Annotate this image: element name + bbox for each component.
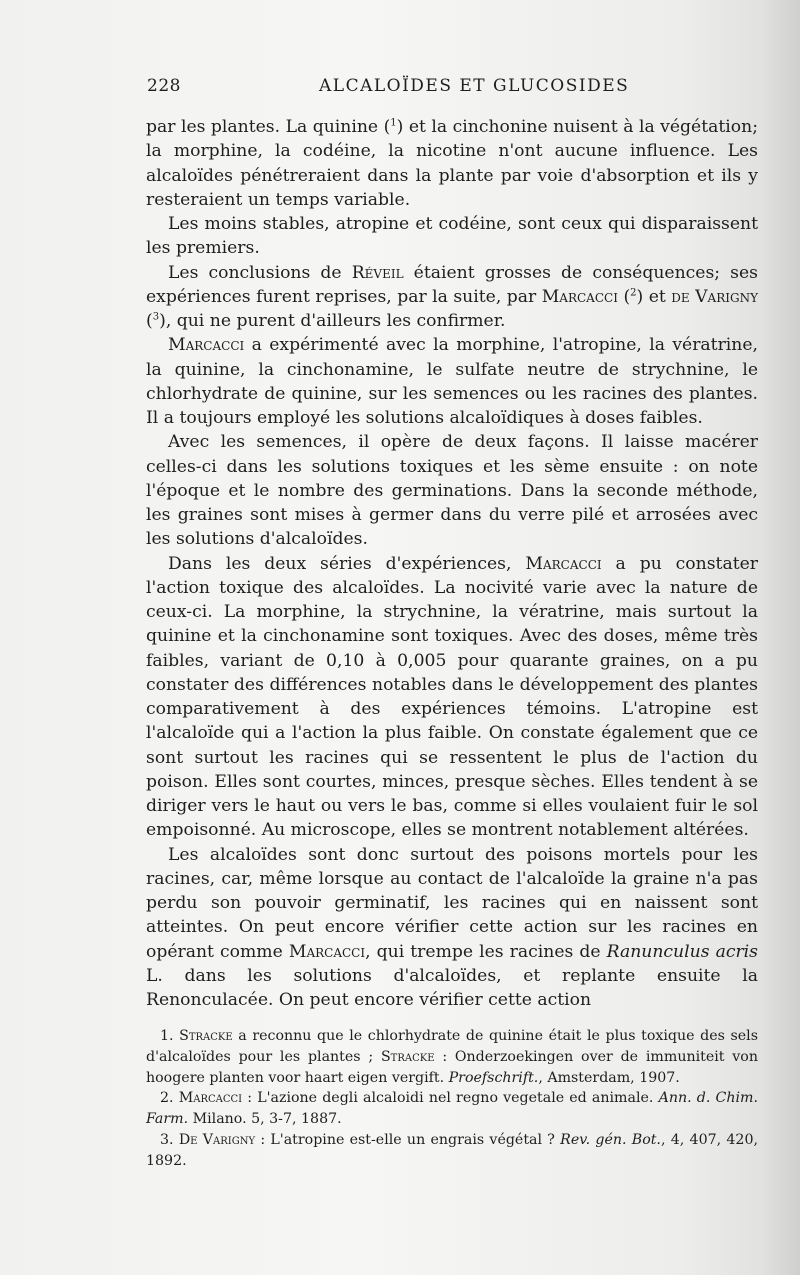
footnote-1-author-2: Stracke	[380, 1048, 435, 1065]
page-number: 228	[147, 76, 181, 96]
footnote-1-text-c: , Amsterdam, 1907.	[538, 1069, 680, 1086]
paragraph-3-text-d: , qui ne purent d'ailleurs les confirmer.	[165, 311, 506, 331]
paragraph-4	[146, 333, 758, 430]
paragraph-7-text-c: L. dans les solutions d'alcaloïdes, et replante ensuite la Renonculacée. On peut encore vérifier cette action	[146, 965, 758, 1010]
footnote-1	[146, 1026, 758, 1088]
footnote-3-number: 3.	[160, 1131, 179, 1148]
page-edge-shadow	[760, 0, 800, 1275]
paragraph-5	[146, 430, 758, 551]
author-reveil: Réveil	[351, 262, 404, 283]
footnote-2-journal: Ann. d. Chim. Farm.	[146, 1090, 759, 1128]
paragraph-7-text-a: Les alcaloïdes sont donc surtout des poisons mortels pour les racines, car, même lorsque au contact de l'alcaloïde la graine n'a pas perdu son pouvoir germinatif, les racines qui en naissent sont atteintes. On peut encore vérifier cette action sur les racines en opérant comme	[146, 844, 758, 962]
running-title: ALCALOÏDES ET GLUCOSIDES	[319, 76, 630, 96]
footnote-3-author: De Varigny	[178, 1131, 256, 1148]
page-header	[147, 76, 757, 104]
author-marcacci: Marcacci	[541, 286, 618, 307]
footnote-3-text-b: , 4, 407, 420, 1892.	[146, 1131, 758, 1169]
footnote-2-text-a: : L'azione degli alcaloidi nel regno vegetale ed animale.	[242, 1090, 659, 1107]
species-name: Ranunculus acris	[606, 941, 758, 962]
paragraph-7-text-b: , qui trempe les racines de	[365, 941, 607, 962]
footnote-1-number: 1.	[160, 1028, 180, 1044]
footnote-1-journal: Proefschrift.	[448, 1069, 539, 1086]
author-marcacci: Marcacci	[288, 941, 366, 962]
paragraph-3-text-a: Les conclusions de	[168, 262, 352, 283]
paragraph-6	[146, 552, 758, 843]
body-text	[146, 115, 758, 1012]
paragraph-3-text-b: étaient grosses de conséquences; ses expériences furent reprises, par la suite, par	[146, 262, 758, 307]
footnote-1-author: Stracke	[179, 1028, 233, 1044]
author-marcacci: Marcacci	[525, 553, 602, 574]
paragraph-2-text: Les moins stables, atropine et codéine, sont ceux qui disparaissent les premiers.	[146, 214, 758, 259]
footnote-1-text-a: a reconnu que le chlorhydrate de quinine était le plus toxique des sels d'alcaloïdes pour les plantes ;	[146, 1028, 758, 1065]
footnote-3-text-a: : L'atropine est-elle un engrais végétal ?	[255, 1131, 561, 1148]
footnote-3	[146, 1130, 758, 1172]
paragraph-1	[146, 115, 758, 212]
footnote-ref-1: 1	[390, 117, 397, 129]
footnote-ref-3: 3	[152, 311, 160, 323]
paragraph-1-text: par les plantes. La quinine ($^1$) et la cinchonine nuisent à la végétation; la morphine, la codéine, la nicotine n'ont aucune influence. Les alcaloïdes pénétreraient dans la plante par voie d'absorption et ils y resteraient un temps variable.	[146, 117, 758, 210]
paragraph-6-text-a: Dans les deux séries d'expériences,	[168, 553, 526, 574]
footnote-3-journal: Rev. gén. Bot.	[560, 1131, 661, 1148]
paragraph-3: Les conclusions de Réveil étaient grosses de conséquences; ses expériences furent reprises, par la suite, par Marcacci ($^2$) et de Varigny ($^3$), qui ne purent d'ailleurs les confirmer.	[146, 262, 758, 331]
footnotes	[146, 1026, 758, 1172]
paragraph-5-text: Avec les semences, il opère de deux façons. Il laisse macérer celles-ci dans les solutions toxiques et les sème ensuite : on note l'époque et le nombre des germinations. Dans la seconde méthode, les graines sont mises à germer dans du verre pilé et arrosées avec les solutions d'alcaloïdes.	[146, 432, 758, 550]
paragraph-2	[146, 212, 758, 261]
footnote-ref-2: 2	[630, 287, 637, 299]
paragraph-7	[146, 843, 758, 1013]
footnote-1-text-b: : Onderzoekingen over de immuniteit von hoogere planten voor haart eigen vergift.	[146, 1048, 758, 1086]
footnote-2-text-b: Milano. 5, 3-7, 1887.	[188, 1111, 342, 1128]
footnote-2-author: Marcacci	[178, 1090, 243, 1107]
footnote-2-number: 2.	[160, 1090, 179, 1107]
footnote-2	[146, 1088, 758, 1130]
author-varigny: de Varigny	[671, 286, 758, 307]
author-marcacci: Marcacci	[168, 335, 245, 356]
paragraph-3-text-c: et	[643, 286, 672, 307]
paragraph-4-text: a expérimenté avec la morphine, l'atropine, la vératrine, la quinine, la cinchonamine, le sulfate neutre de strychnine, le chlorhydrate de quinine, sur les semences ou les racines des plantes. Il a toujours employé les solutions alcaloïdiques à doses faibles.	[146, 335, 758, 428]
paragraph-6-text-b: a pu constater l'action toxique des alcaloïdes. La nocivité varie avec la nature de ceux-ci. La morphine, la strychnine, la vératrine, mais surtout la quinine et la cinchonamine sont toxiques. Avec des doses, même très faibles, variant de 0,10 à 0,005 pour quarante graines, on a pu constater des différences notables dans le développement des plantes comparativement à des expériences témoins. L'atropine est l'alcaloïde qui a l'action la plus faible. On constate également que ce sont surtout les racines qui se ressentent le plus de l'action du poison. Elles sont courtes, minces, presque sèches. Elles tendent à se diriger vers le haut ou vers le bas, comme si elles voulaient fuir le sol empoisonné. Au microscope, elles se montrent notablement altérées.	[146, 553, 758, 841]
